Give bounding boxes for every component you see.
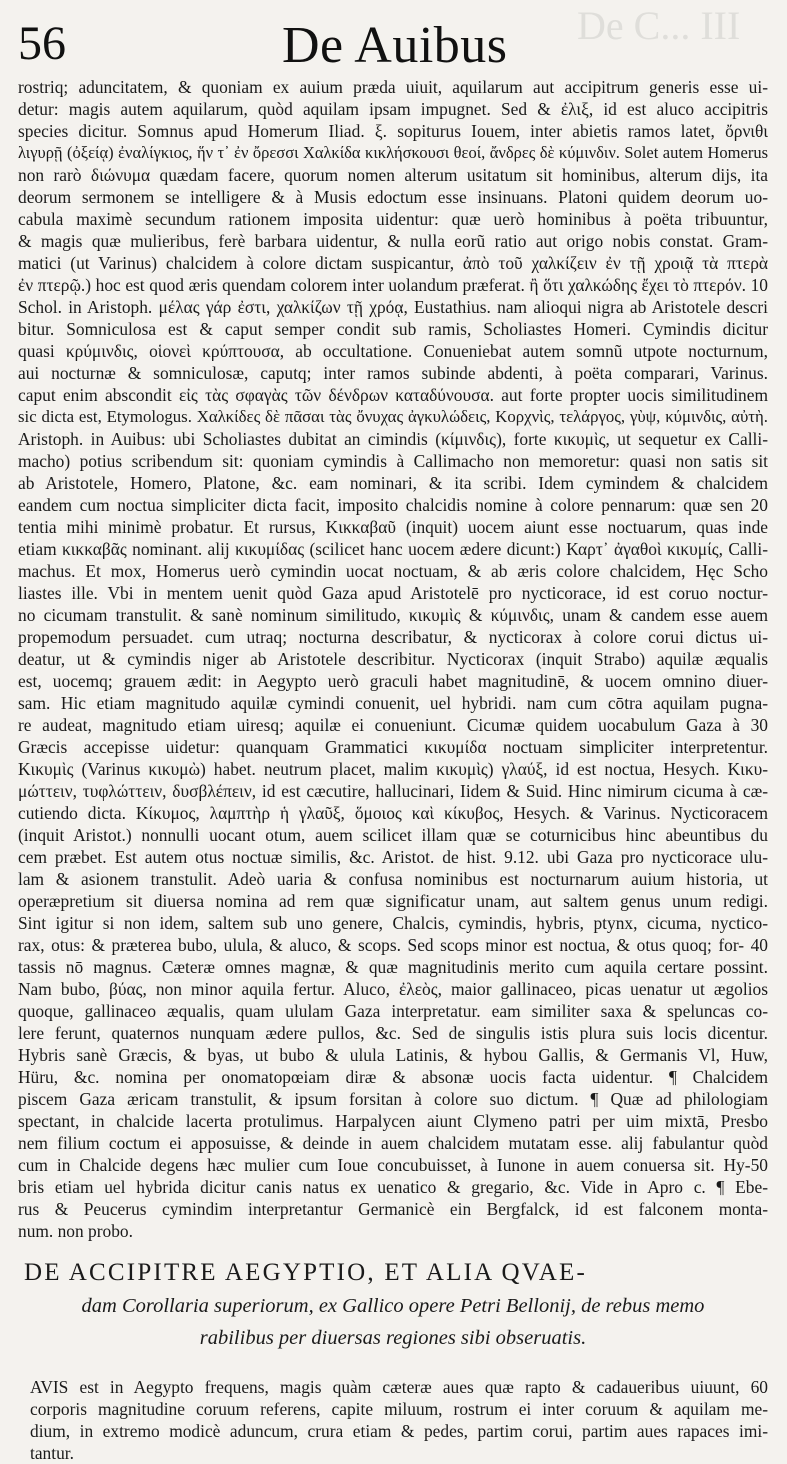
text-line: nem filium coctum ei apposuisse, & deinde in auem chalcidem mutatam esse. alij fabulantur quòd [18, 1133, 768, 1153]
text-line: ab Aristotele, Homero, Platone, &c. eam nominari, & ita scribi. Idem cymindem & chalcidem [18, 473, 768, 493]
text-line: corporis magnitudine coruum referens, capite miluum, rostrum ei inter coruum & aquilam me- [30, 1399, 768, 1419]
text-line: est, uocemq; grauem ædit: in Aegypto uerò graculi habet magnitudinē, & uocem omnino diuer- [18, 671, 768, 691]
text-line: bris etiam uel hybrida dicitur canis natus ex uenatico & gregario, &c. Vide in Apro c. ¶ Ebe- [18, 1177, 768, 1197]
text-line: propemodum persuadet. cum utraq; nocturna describatur, & nycticorax à colore corui dictus ui- [18, 627, 768, 647]
running-head: De Auibus [282, 17, 508, 74]
section-title: DE ACCIPITRE AEGYPTIO, ET ALIA QVAE- [24, 1259, 588, 1286]
text-line: matici (ut Varinus) chalcidem à colore dictam suspicantur, ἀπὸ τοῦ χαλκίζειν ἐν τῇ χροιᾷ τὰ πτερὰ [18, 253, 768, 273]
text-line: tantur. [30, 1443, 74, 1463]
text-line: dium, in extremo modicè aduncum, crura etiam & pedes, partim corui, partim aues rapaces imi- [30, 1421, 768, 1441]
text-line: sam. Hic etiam magnitudo aquilæ cymindi conuenit, uel hybridi. nam cum cōtra aquilam pugna- [18, 693, 768, 713]
text-line: caput enim abscondit εἰς τὰς σφαγὰς τῶν δένδρων καταδύνουσα. aut forte propter uocis similitudinem [18, 385, 768, 405]
text-line: cutiendo dicta. Κίκυμος, λαμπτὴρ ἡ γλαῦξ, ὅμοιος καὶ κίκυβος, Hesych. & Varinus. Nycticoracem [18, 803, 768, 823]
bleed-through-text: De C... III [577, 3, 741, 48]
text-line: deorum sermonem se intelligere & à Musis edoctum esse insinuans. Platoni quidem deorum uo- [18, 187, 768, 207]
text-line: aui nocturnæ & somniculosæ, caputq; inter ramos subinde abdenti, à poëta comparari, Varinus. [18, 363, 768, 383]
text-line: λιγυρῇ (ὀξείᾳ) ἐναλίγκιος, ἥν τ᾽ ἐν ὄρεσσι Χαλκίδα κικλήσκουσι θεοί, ἄνδρες δὲ κύμινδιν. Solet autem Homerus [18, 143, 768, 162]
text-line: piscem Gaza æricam transtulit, & ipsum forsitan à colore suo dictum. ¶ Quæ ad philologiam [18, 1089, 768, 1109]
text-line: Græcis accepisse uidetur: quanquam Grammatici κικυμίδα noctuam simpliciter interpretentur. [18, 737, 768, 757]
text-line: μώττειν, τυφλώττειν, δυσβλέπειν, id est cæcutire, hallucinari, Iidem & Suid. Hinc nimirum cicuma à cæ- [18, 781, 768, 801]
text-line: macho) potius scribendum sit: quoniam cymindis à Callimacho non memoretur: quasi non satis sit [18, 451, 768, 471]
text-line: Nam bubo, βύας, non minor aquila fertur. Aluco, ἐλεὸς, maior gallinaceo, picas uenatur ut ægolios [18, 979, 768, 999]
text-line: tassis nō magnus. Cæteræ omnes magnæ, & quæ magnitudinis merito cum aquila certare possint. [18, 957, 768, 977]
section-subtitle-line-1: dam Corollaria superiorum, ex Gallico opere Petri Bellonij, de rebus memo [81, 1295, 705, 1317]
text-line: tentia mihi minimè probatur. Et rursus, Κικκαβαῦ (inquit) uocem aiunt esse noctuarum, quas inde [18, 517, 768, 537]
text-line: machus. Et mox, Homerus uerò cymindin uocat noctuam, & ab æris colore chalcidem, Hęc Scho [18, 561, 768, 581]
text-line: Sint igitur si non idem, saltem sub uno genere, Chalcis, cymindis, hybris, ptynx, cicuma, nyctico- [18, 913, 768, 933]
text-line: (inquit Aristot.) nonnulli uocant otum, auem scilicet illam quæ se coturnicibus hinc abeuntibus du [18, 825, 768, 845]
text-line: non rarò διώνυμα quædam facere, quorum nomen alterum usitatum sit hominibus, alterum dijs, ita [18, 165, 768, 185]
page-number: 56 [18, 17, 66, 70]
text-line: cum in Chalcide degens hæc mulier cum Ioue concubuisset, à Iunone in auem conuersa sit. Hy-50 [18, 1155, 768, 1175]
text-line: re audeat, magnitudo etiam uiresq; aquilæ ei conueniunt. Cicumæ quidem uocabulum Gaza à 30 [18, 715, 768, 735]
text-line: sic dicta est, Etymologus. Χαλκίδες δὲ πᾶσαι τὰς ὄνυχας ἀγκυλώδεις, Κορχνὶς, τελάργος, γὺψ, κύμινδις, αὐτὴ. [18, 407, 768, 426]
text-line: Aristoph. in Auibus: ubi Scholiastes dubitat an cimindis (κίμινδις), forte κικυμὶς, ut sequetur ex Calli- [18, 429, 768, 449]
text-line: species dicitur. Somnus apud Homerum Iliad. ξ. sopiturus Iouem, inter abietis ramos latet, ὄρνιθι [18, 121, 768, 141]
text-line: & magis quæ mulieribus, ferè barbara uidentur, & nulla eorũ ratio aut origo nobis constat. Gram- [18, 231, 768, 251]
text-line: eandem cum noctua simpliciter dicta facit, imposito chalcidis nomine à colore pennarum: quæ sen 20 [18, 495, 768, 515]
text-line: lere ferunt, quaternos nunquam ædere pullos, &c. Sed de singulis istis plura suis locis dicentur. [18, 1023, 768, 1043]
text-line: operæpretium sit diuersa nomina ad rem quæ significatur unam, aut saltem genus unum redigi. [18, 891, 768, 911]
text-line: Hybris sanè Græcis, & byas, ut bubo & ulula Latinis, & hybou Gallis, & Germanis Vl, Huw, [18, 1045, 768, 1065]
section-subtitle-line-2: rabilibus per diuersas regiones sibi obseruatis. [199, 1327, 587, 1349]
text-line: Κικυμὶς (Varinus κικυμὼ) habet. neutrum placet, malim κικυμὶς) γλαύξ, id est noctua, Hesych. Κικυ- [18, 759, 768, 779]
text-line: deatur, ut & cymindis niger ab Aristotele describitur. Nycticorax (inquit Strabo) aquilæ æqualis [18, 649, 768, 669]
body-paragraph [18, 76, 768, 1242]
text-line: no cicumam transtulit. & sanè nominum similitudo, κικυμὶς & κύμινδις, unam & candem esse auem [18, 605, 768, 625]
text-line: lam & asionem transtulit. Adeò uaria & confusa nominibus est nocturnarum auium historia, ut [18, 869, 768, 889]
text-line: Hüru, &c. nomina per onomatopœiam diræ & absonæ uocis facta uidentur. ¶ Chalcidem [18, 1067, 768, 1087]
text-line: spectant, in chalcide lacerta protulimus. Harpalycen aiunt Clymeno patri per uim mixtā, Presbo [18, 1111, 768, 1131]
text-line: AVIS est in Aegypto frequens, magis quàm cæteræ aues quæ rapto & cadaueribus uiuunt, 60 [30, 1377, 768, 1397]
section-heading [18, 1256, 768, 1354]
text-line: quasi κρύμινδις, οἱονεὶ κρύπτουσα, ab occultatione. Conueniebat autem somnũ utpote nocturnum, [18, 341, 768, 361]
closing-paragraph [18, 1376, 768, 1464]
text-line: bitur. Somniculosa est & caput semper condit sub ramis, Scholiastes Homeri. Cymindis dicitur [18, 319, 768, 339]
text-line: ἐν πτερῷ.) hoc est quod æris quendam colorem inter uolandum præferat. ἢ ὅτι χαλκώδης ἔχει τὸ πτερόν. 10 [18, 275, 768, 295]
text-line: num. non probo. [18, 1221, 133, 1241]
text-line: quoque, gallinaceo æqualis, quam ululam Gaza interpretatur. eam similiter saxa & speluncas co- [18, 1001, 768, 1021]
text-line: etiam κικκαβᾶς nominant. alij κικυμίδας (scilicet hanc uocem ædere dicunt:) Καρτ᾽ ἀγαθοὶ κικυμίς, Calli- [18, 539, 768, 559]
text-line: rax, otus: & præterea bubo, ulula, & aluco, & scops. Sed scops minor est noctua, & otus quoq; for- 40 [18, 935, 768, 955]
text-line: cem præbet. Est autem otus noctuæ similis, &c. Aristot. de hist. 9.12. ubi Gaza pro nycticorace ulu- [18, 847, 768, 867]
text-line: liastes ille. Vbi in mentem uenit quòd Gaza apud Aristotelē pro nycticorace, id est coruo noctur- [18, 583, 768, 603]
text-line: Schol. in Aristoph. μέλας γάρ ἐστι, χαλκίζων τῇ χρόᾳ, Eustathius. nam alioqui nigra ab Aristotele descri [18, 297, 768, 317]
text-line: detur: magis autem aquilarum, quòd aquilam ipsam impugnet. Sed & ἐλιξ, id est aluco accipitris [18, 99, 768, 119]
text-line: cabula maximè secundum rationem imposita uidentur: quæ uerò hominibus à poëta tribuuntur, [18, 209, 768, 229]
text-line: rus & Peucerus cymindim interpretantur Germanicè ein Bergfalck, id est falconem monta- [18, 1199, 768, 1219]
body-text [18, 76, 768, 1464]
text-line: rostriq; aduncitatem, & quoniam ex auium præda uiuit, aquilarum aut accipitrum generis esse ui- [18, 77, 768, 97]
